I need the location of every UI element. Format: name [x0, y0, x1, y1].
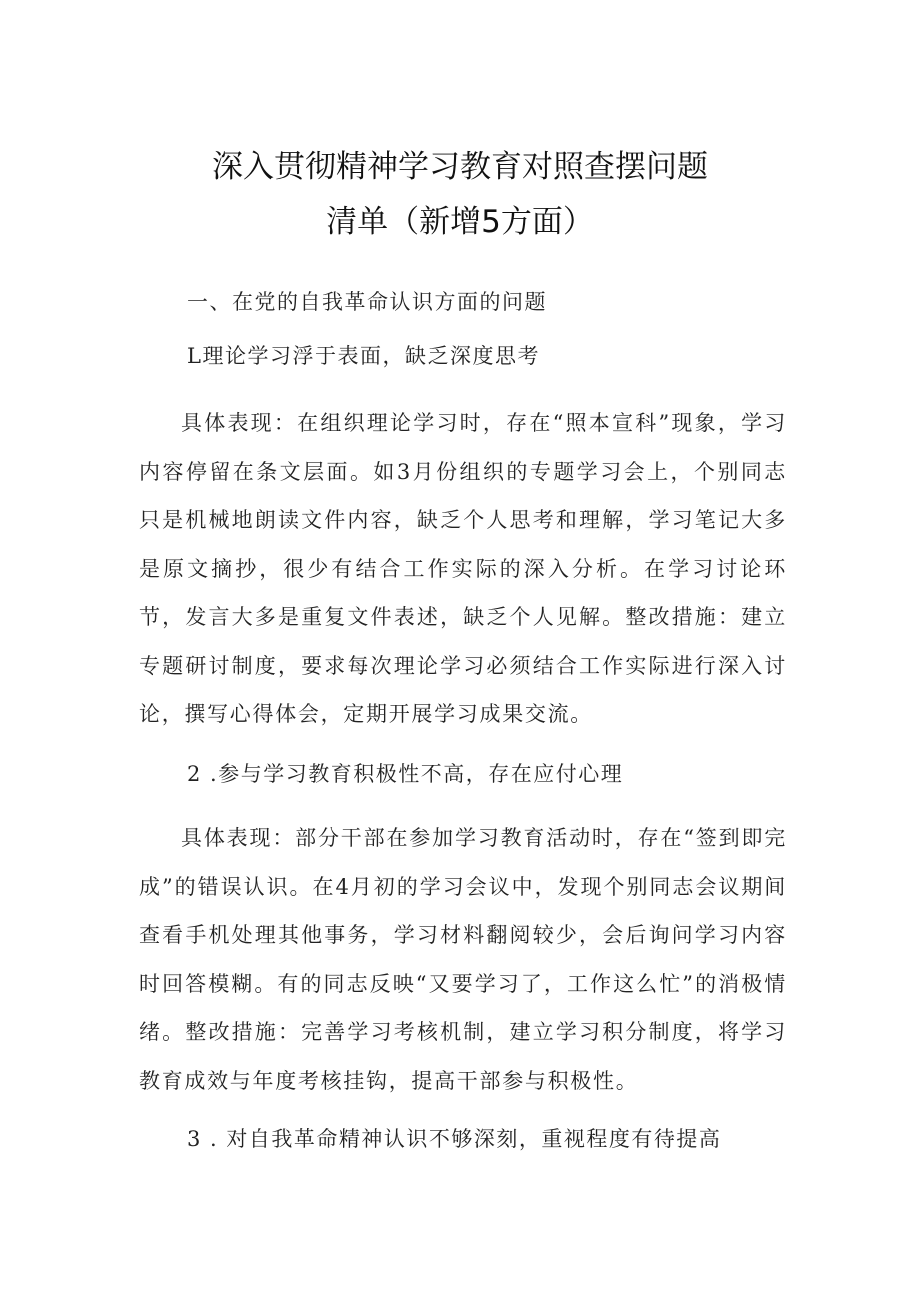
document-title-line-1: 深入贯彻精神学习教育对照查摆问题	[212, 149, 708, 185]
item-body-1: 具体表现：在组织理论学习时，存在“照本宣科”现象，学习内容停留在条文层面。如3月份组织的专题学习会上，个别同志只是机械地朗读文件内容，缺乏个人思考和理解，学习笔记大多是原文摘抄，很少有结合工作实际的深入分析。在学习讨论环节，发言大多是重复文件表述，缺乏个人见解。整改措施：建立专题研讨制度，要求每次理论学习必须结合工作实际进行深入讨论，撰写心得体会，定期开展学习成果交流。	[139, 411, 787, 726]
item-heading-2: 2 .参与学习教育积极性不高，存在应付心理	[187, 762, 624, 786]
item-heading-3: 3 . 对自我革命精神认识不够深刻，重视程度有待提高	[187, 1127, 722, 1151]
item-body-2: 具体表现：部分干部在参加学习教育活动时，存在“签到即完成”的错误认识。在4月初的学习会议中，发现个别同志会议期间查看手机处理其他事务，学习材料翻阅较少，会后询问学习内容时回答模糊。有的同志反映“又要学习了，工作这么忙”的消极情绪。整改措施：完善学习考核机制，建立学习积分制度，将学习教育成效与年度考核挂钩，提高干部参与积极性。	[139, 826, 787, 1093]
document-title-line-2: 清单（新增5方面）	[326, 204, 594, 240]
section-heading: 一、在党的自我革命认识方面的问题	[187, 290, 547, 314]
item-heading-1: L理论学习浮于表面，缺乏深度思考	[187, 344, 540, 368]
